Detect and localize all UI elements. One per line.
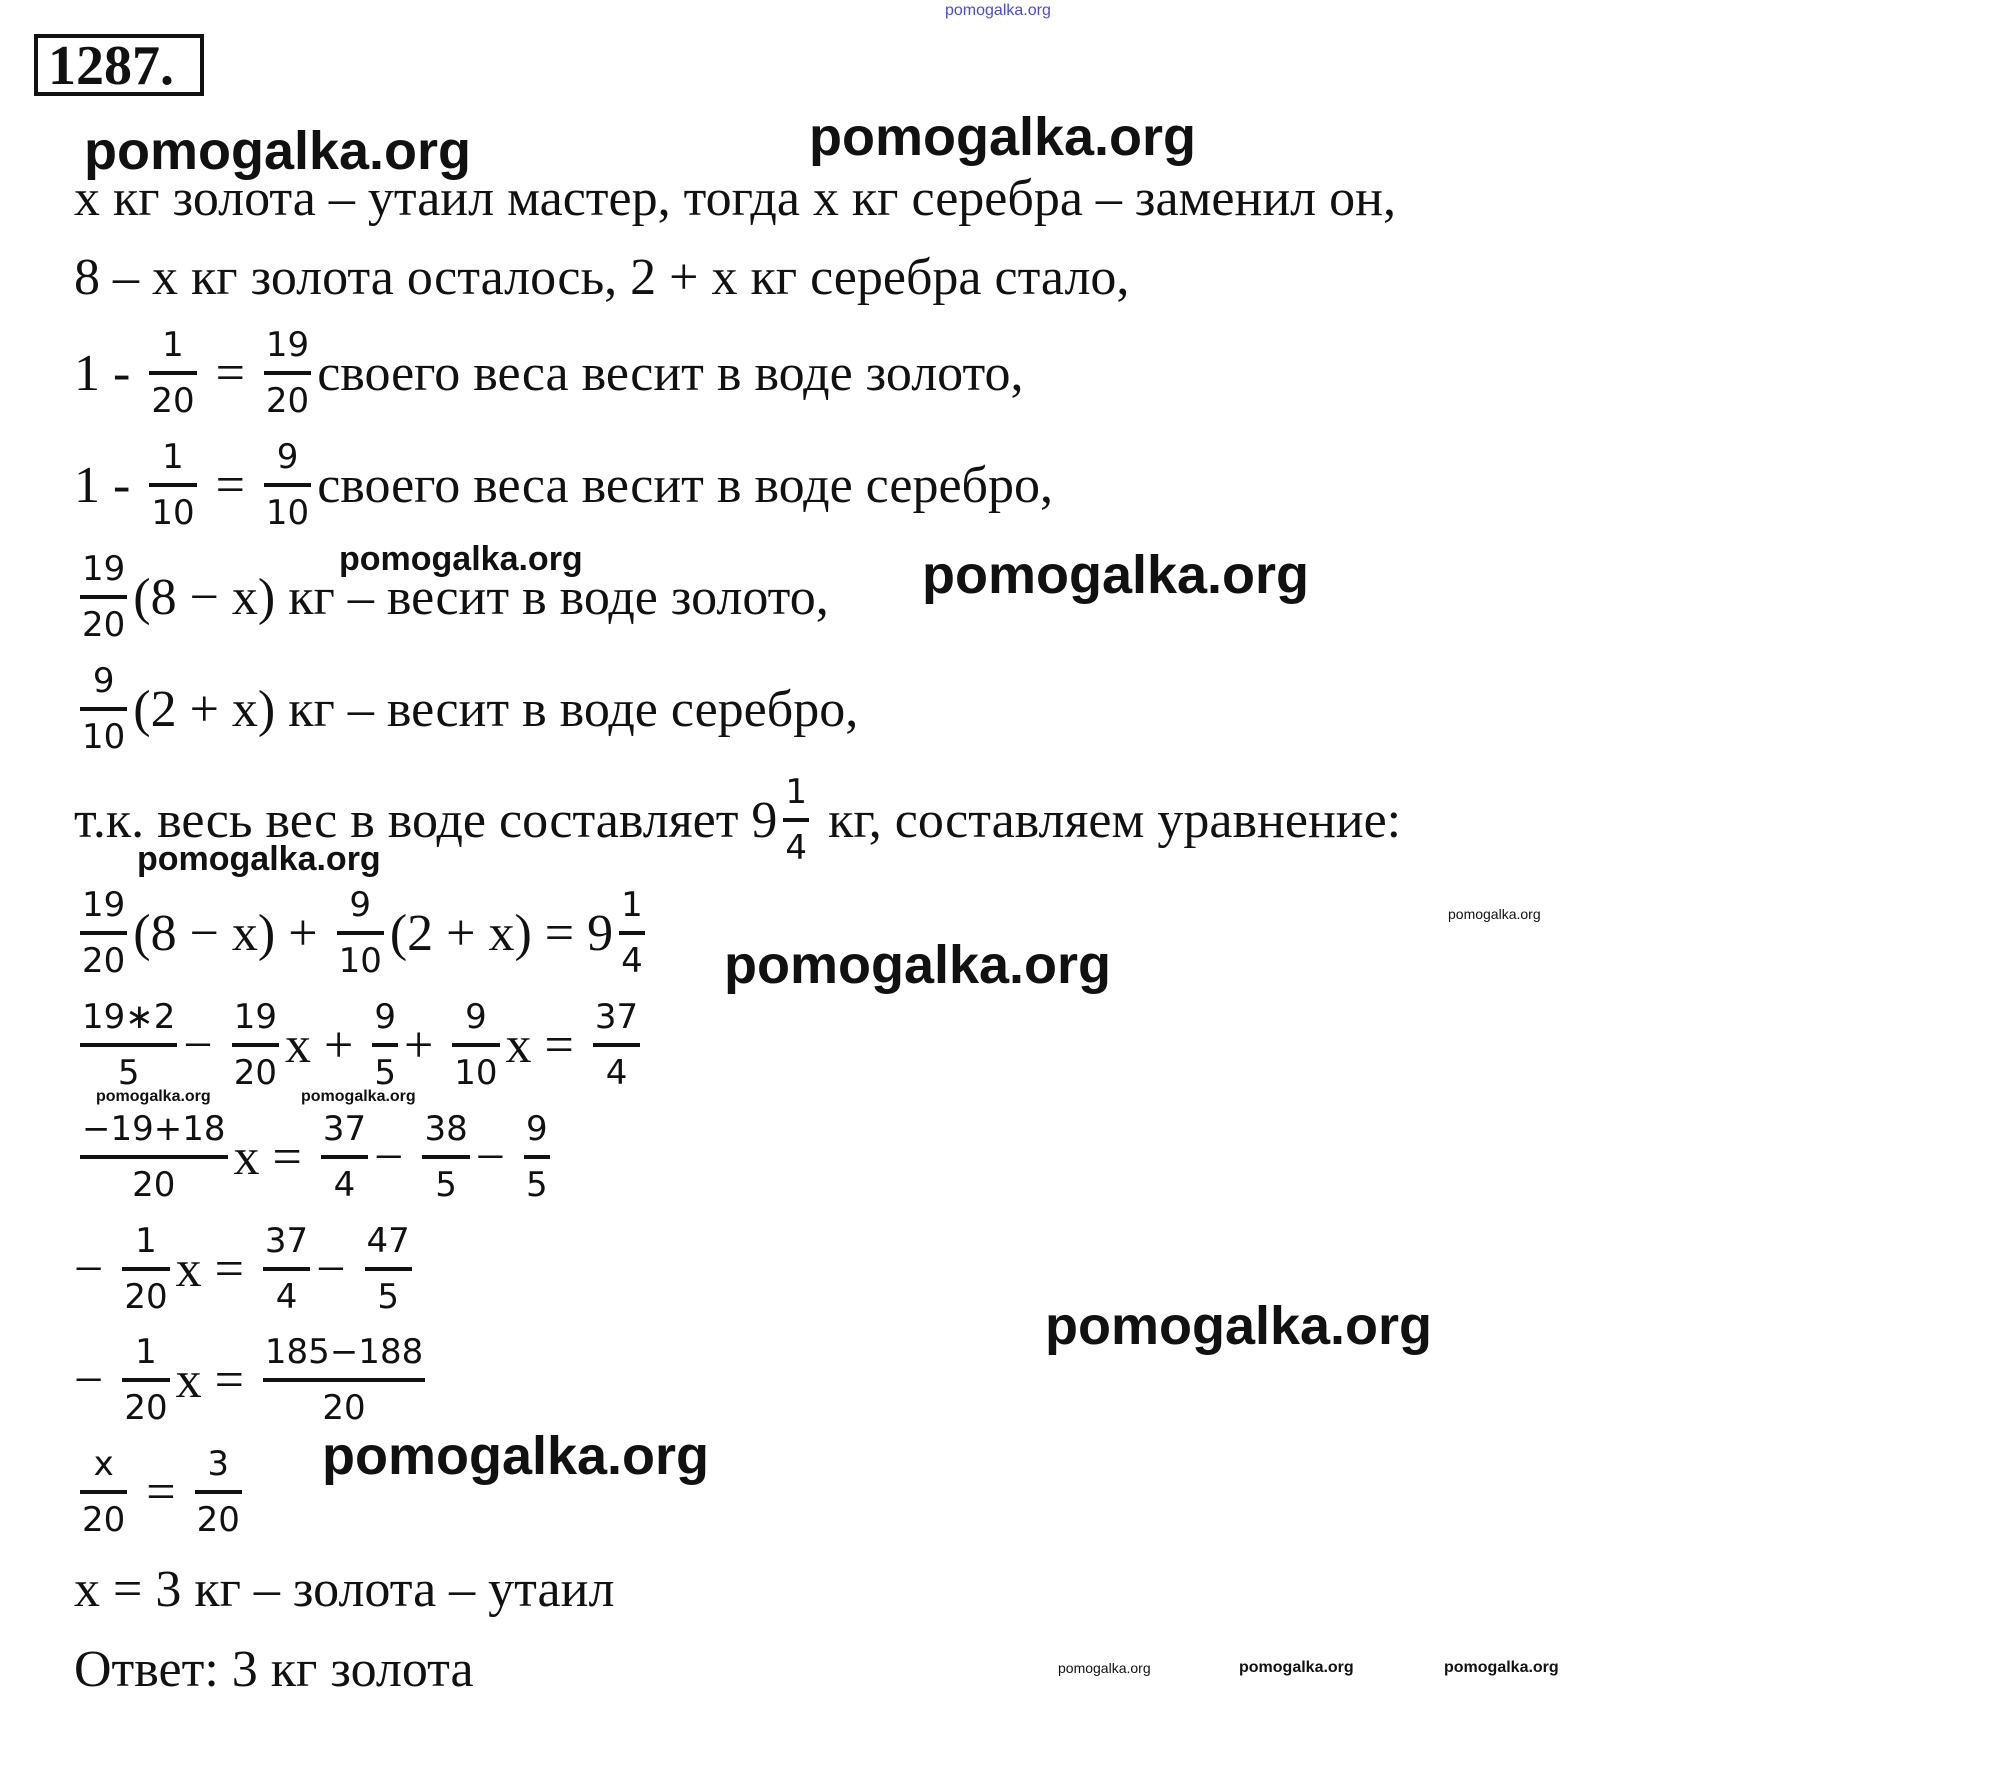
fraction	[619, 883, 645, 983]
fraction	[149, 323, 196, 423]
denominator: 10	[454, 1053, 498, 1093]
fraction	[321, 1107, 368, 1207]
watermark: pomogalka.org	[809, 107, 1197, 167]
numerator: 1	[135, 1332, 157, 1372]
fraction-bar	[619, 931, 645, 935]
fraction-bar	[149, 483, 196, 487]
text-segment: −	[74, 1351, 117, 1409]
fraction-bar	[524, 1155, 550, 1159]
denominator: 20	[82, 1500, 126, 1540]
numerator: 185−188	[264, 1332, 424, 1372]
denominator: 4	[333, 1165, 356, 1205]
fraction	[263, 1219, 310, 1319]
fraction-bar	[593, 1043, 640, 1047]
text-segment: −	[316, 1240, 359, 1298]
denominator: 5	[377, 1277, 399, 1317]
solution-line	[74, 430, 1053, 540]
denominator: 10	[265, 493, 310, 533]
watermark: pomogalka.org	[1058, 1660, 1151, 1676]
text-segment: x =	[175, 1240, 257, 1298]
numerator: 38	[424, 1109, 468, 1149]
denominator: 20	[196, 1500, 240, 1540]
text-segment: x = 3 кг – золота – утаил	[74, 1560, 615, 1618]
fraction	[80, 995, 177, 1095]
fraction	[593, 995, 640, 1095]
text-segment: x =	[175, 1351, 257, 1409]
text-segment: −	[74, 1240, 117, 1298]
solution-line	[74, 222, 1129, 332]
solution-line	[74, 542, 829, 652]
solution-line	[74, 765, 1401, 875]
text-segment: 8 – x кг золота осталось, 2 + x кг серебра стало,	[74, 248, 1130, 306]
fraction	[232, 995, 279, 1095]
denominator: 5	[435, 1165, 457, 1205]
fraction	[372, 995, 398, 1095]
fraction	[264, 323, 311, 423]
fraction-bar	[337, 931, 384, 935]
numerator: 9	[276, 437, 299, 477]
fraction	[149, 435, 196, 535]
watermark: pomogalka.org	[96, 1088, 211, 1105]
denominator: 4	[605, 1053, 628, 1093]
numerator: 9	[349, 885, 372, 925]
fraction	[524, 1107, 550, 1207]
text-segment: =	[202, 344, 258, 402]
fraction-bar	[321, 1155, 368, 1159]
numerator: 1	[135, 1221, 157, 1261]
numerator: 37	[594, 997, 639, 1037]
fraction	[122, 1330, 169, 1430]
fraction	[80, 659, 127, 759]
numerator: 19	[265, 325, 310, 365]
fraction	[80, 1107, 228, 1207]
text-segment: −	[183, 1016, 226, 1074]
numerator: 19∗2	[82, 997, 176, 1037]
text-segment: 1 -	[74, 344, 144, 402]
fraction-bar	[80, 707, 127, 711]
fraction	[80, 883, 127, 983]
numerator: 37	[322, 1109, 367, 1149]
text-segment: =	[202, 456, 258, 514]
numerator: 1	[162, 437, 184, 477]
denominator: 10	[338, 941, 382, 981]
denominator: 5	[374, 1053, 396, 1093]
text-segment: своего веса весит в воде серебро,	[317, 456, 1054, 514]
fraction	[264, 435, 311, 535]
fraction-bar	[149, 371, 196, 375]
fraction-bar	[264, 371, 311, 375]
text-segment: x кг золота – утаил мастер, тогда x кг серебра – заменил он,	[74, 169, 1396, 227]
watermark: pomogalka.org	[1448, 906, 1541, 922]
text-segment: x +	[284, 1016, 367, 1074]
fraction	[337, 883, 384, 983]
numerator: 1	[621, 885, 643, 925]
fraction-bar	[372, 1043, 398, 1047]
fraction-bar	[195, 1490, 242, 1494]
solution-line	[74, 654, 858, 764]
fraction-bar	[263, 1267, 310, 1271]
numerator: 47	[366, 1221, 410, 1261]
text-segment: (2 + x) = 9	[389, 904, 614, 962]
numerator: 1	[162, 325, 184, 365]
watermark: pomogalka.org	[339, 540, 583, 578]
text-segment: т.к. весь вес в воде составляет 9	[74, 791, 778, 849]
text-segment: (8 − x) +	[133, 904, 331, 962]
denominator: 20	[322, 1388, 366, 1428]
fraction-bar	[263, 1378, 425, 1382]
text-segment: −	[475, 1128, 519, 1186]
fraction	[80, 1442, 127, 1542]
denominator: 5	[117, 1053, 140, 1093]
fraction-bar	[122, 1378, 169, 1382]
watermark: pomogalka.org	[84, 121, 472, 181]
fraction	[80, 547, 127, 647]
fraction	[783, 770, 809, 870]
fraction-bar	[783, 818, 809, 822]
solution-line	[74, 878, 651, 988]
numerator: 19	[233, 997, 277, 1037]
denominator: 4	[275, 1277, 298, 1317]
watermark: pomogalka.org	[1239, 1659, 1354, 1676]
watermark: pomogalka.org	[301, 1088, 416, 1105]
numerator: 9	[374, 997, 396, 1037]
solution-line	[74, 1437, 248, 1547]
numerator: 9	[526, 1109, 548, 1149]
solution-line	[74, 1214, 418, 1324]
text-segment: 1 -	[74, 456, 144, 514]
text-segment: (8 − x) кг – весит в воде золото,	[133, 568, 829, 626]
numerator: 9	[465, 997, 487, 1037]
problem-number: 1287.	[34, 34, 204, 96]
solution-line	[74, 1614, 474, 1724]
solution-line	[74, 1325, 431, 1435]
text-segment: +	[403, 1016, 447, 1074]
denominator: 20	[124, 1388, 168, 1428]
text-segment: кг, составляем уравнение:	[815, 791, 1402, 849]
fraction	[122, 1219, 169, 1319]
numerator: 1	[785, 772, 808, 812]
solution-line	[74, 318, 1024, 428]
numerator: 37	[264, 1221, 309, 1261]
denominator: 20	[82, 605, 126, 645]
denominator: 4	[621, 941, 643, 981]
solution-line	[74, 990, 646, 1100]
fraction	[263, 1330, 425, 1430]
denominator: 10	[151, 493, 195, 533]
fraction-bar	[264, 483, 311, 487]
numerator: 3	[207, 1444, 230, 1484]
fraction	[452, 995, 499, 1095]
fraction-bar	[452, 1043, 499, 1047]
denominator: 20	[124, 1277, 168, 1317]
numerator: x	[93, 1444, 114, 1484]
denominator: 20	[233, 1053, 277, 1093]
solution-line	[74, 1102, 556, 1212]
watermark: pomogalka.org	[922, 545, 1310, 605]
watermark: pomogalka.org	[945, 2, 1051, 19]
fraction-bar	[80, 931, 127, 935]
fraction	[365, 1219, 412, 1319]
numerator: −19+18	[82, 1109, 226, 1149]
fraction-bar	[80, 1043, 177, 1047]
denominator: 10	[82, 717, 126, 757]
fraction-bar	[80, 595, 127, 599]
fraction-bar	[80, 1155, 228, 1159]
numerator: 9	[92, 661, 115, 701]
denominator: 20	[82, 941, 126, 981]
watermark: pomogalka.org	[322, 1426, 710, 1486]
text-segment: x =	[233, 1128, 315, 1186]
text-segment: Ответ: 3 кг золота	[74, 1640, 474, 1698]
denominator: 4	[785, 828, 808, 868]
numerator: 19	[82, 549, 126, 589]
text-segment: =	[133, 1463, 189, 1521]
text-segment: своего веса весит в воде золото,	[317, 344, 1024, 402]
fraction	[195, 1442, 242, 1542]
watermark: pomogalka.org	[137, 840, 381, 878]
fraction	[422, 1107, 469, 1207]
text-segment: −	[374, 1128, 417, 1186]
text-segment: (2 + x) кг – весит в воде серебро,	[133, 680, 859, 738]
watermark: pomogalka.org	[1444, 1659, 1559, 1676]
fraction-bar	[422, 1155, 469, 1159]
fraction-bar	[365, 1267, 412, 1271]
text-segment: x =	[505, 1016, 587, 1074]
watermark: pomogalka.org	[1045, 1296, 1433, 1356]
denominator: 20	[132, 1165, 176, 1205]
numerator: 19	[82, 885, 126, 925]
denominator: 20	[265, 381, 310, 421]
watermark: pomogalka.org	[724, 935, 1112, 995]
fraction-bar	[122, 1267, 169, 1271]
denominator: 5	[526, 1165, 548, 1205]
denominator: 20	[151, 381, 195, 421]
fraction-bar	[80, 1490, 127, 1494]
fraction-bar	[232, 1043, 279, 1047]
